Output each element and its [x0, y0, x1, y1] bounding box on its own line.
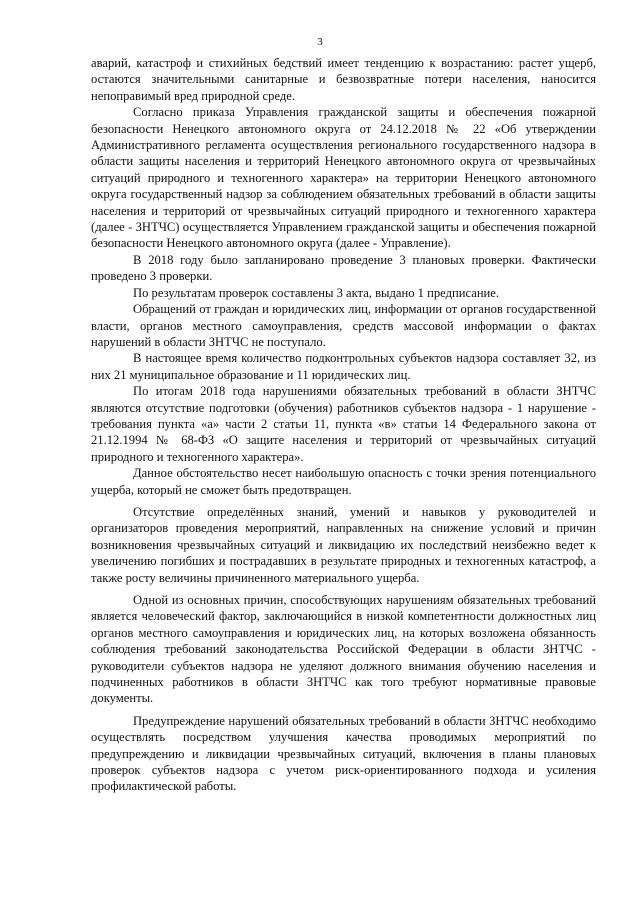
paragraph-planned-inspections: В 2018 году было запланировано проведение 3 плановых проверки. Фактически проведено 3 проверки.: [91, 252, 596, 284]
paragraph-danger: Данное обстоятельство несет наибольшую опасность с точки зрения потенциального ущерба, который не сможет быть предотвращен.: [91, 466, 596, 497]
paragraph-continuation: аварий, катастроф и стихийных бедствий имеет тенденцию к возрастанию: растет ущерб, остаются значительными санитарные и безвозвратные потери населения, наносится непоправимый вред природной среде.: [91, 56, 596, 103]
paragraph-violations: По итогам 2018 года нарушениями обязательных требований в области ЗНТЧС являются отсутствие подготовки (обучения) работников субъектов надзора - 1 нарушение - требования пункта «а» части 2 статьи 11, пункта «в» статьи 14 Федерального закона от 21.12.1994 № 68-ФЗ «О защите населения и территорий от чрезвычайных ситуаций природного и техногенного характера».: [91, 384, 596, 464]
document-body: [91, 55, 596, 795]
paragraph-subjects-count: В настоящее время количество подконтрольных субъектов надзора составляет 32, из них 21 муниципальное образование и 11 юридических лиц.: [91, 351, 596, 382]
paragraph-appeals: Обращений от граждан и юридических лиц, информации от органов государственной власти, органов местного самоуправления, средств массовой информации о фактах нарушений в области ЗНТЧС не поступало.: [91, 302, 596, 349]
paragraph-order-reference: Согласно приказа Управления гражданской защиты и обеспечения пожарной безопасности Ненецкого автономного округа от 24.12.2018 № 22 «Об утверждении Административного регламента осуществления регионального государственного надзора в области защиты населения и территорий Ненецкого автономного округа от чрезвычайных ситуаций природного и техногенного характера» на территории Ненецкого автономного округа государственный надзор за соблюдением обязательных требований в области защиты населения и территорий от чрезвычайных ситуаций природного и техногенного характера (далее - ЗНТЧС) осуществляется Управлением гражданской защиты и обеспечения пожарной безопасности Ненецкого автономного округа (далее - Управление).: [91, 105, 596, 251]
paragraph-human-factor: Одной из основных причин, способствующих нарушениям обязательных требований является человеческий фактор, заключающийся в низкой компетентности должностных лиц органов местного самоуправления и юридических лиц, на которых возложена обязанность соблюдения требований законодательства Российской Федерации в области ЗНТЧС - руководители субъектов надзора не уделяют должного внимания обучению населения и подчиненных работников в области ЗНТЧС как того требуют нормативные правовые документы.: [91, 593, 596, 706]
paragraph-prevention: Предупреждение нарушений обязательных требований в области ЗНТЧС необходимо осуществлять посредством улучшения качества проводимых мероприятий по предупреждению и ликвидации чрезвычайных ситуаций, включения в планы плановых проверок субъектов надзора с учетом риск-ориентированного подхода и усиления профилактической работы.: [91, 713, 596, 794]
page-number: 3: [317, 36, 323, 48]
paragraph-inspection-results: По результатам проверок составлены 3 акта, выдано 1 предписание.: [133, 285, 500, 300]
paragraph-lack-of-knowledge: Отсутствие определённых знаний, умений и навыков у руководителей и организаторов проведения мероприятий, направленных на снижение условий и причин возникновения чрезвычайных ситуаций и ликвидацию их последствий неизбежно ведет к увеличению погибших и пострадавших в результате природных и техногенных катастроф, а также росту величины причиненного материального ущерба.: [91, 504, 596, 585]
